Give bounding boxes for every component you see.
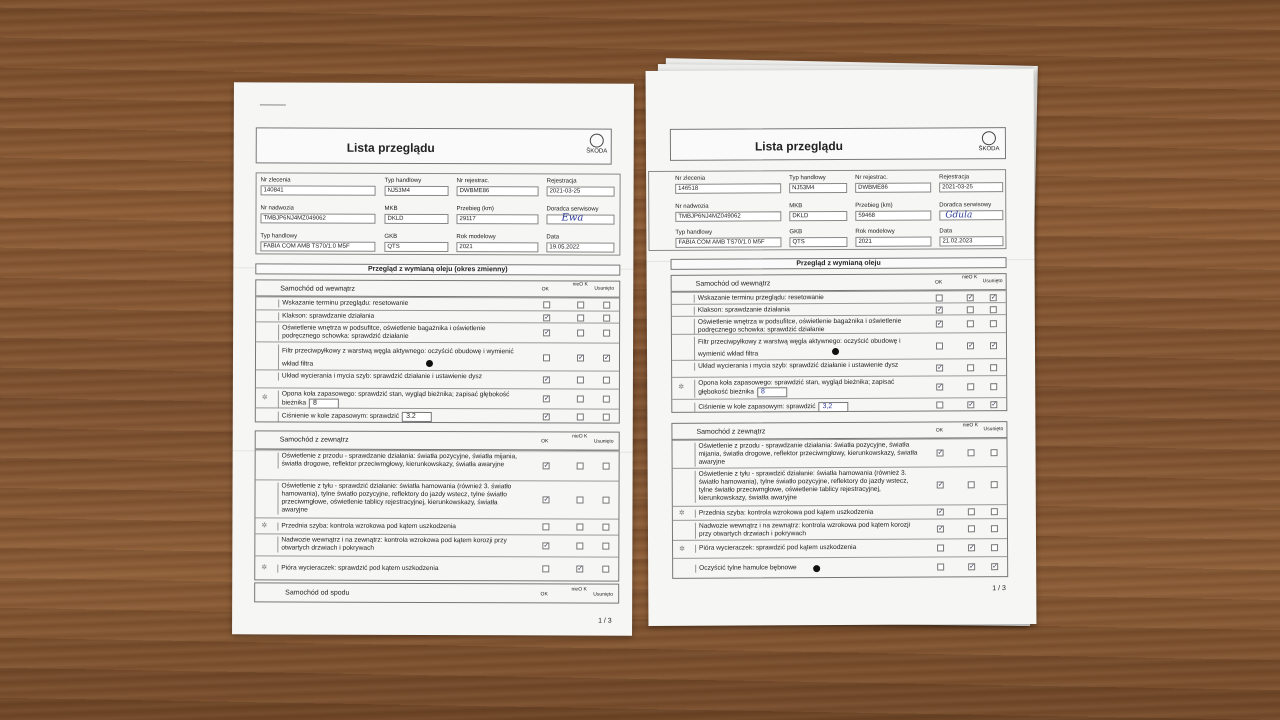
field-doradca: Doradca serwisowy bbox=[546, 206, 614, 224]
col-usuniete: Usunięto bbox=[983, 426, 1004, 433]
table-header bbox=[256, 431, 619, 450]
table-row: ✲ Opona koła zapasowego: sprawdzić stan, wygląd bieżnika; zapisać głębokość bieżnika 8 ✓ bbox=[672, 375, 1006, 399]
field-typ-handlowy-2: Typ handlowy FABIA COM AMB TS70/1.0 M5F bbox=[675, 229, 781, 248]
field-rejestracja: Rejestracja 2021-03-25 bbox=[547, 178, 615, 196]
checkbox-ok[interactable]: ✓ bbox=[937, 481, 944, 489]
field-nr-nadwozia: Nr nadwozia TMBJP6NJ4MZ049062 bbox=[260, 205, 375, 223]
marker-dot bbox=[426, 360, 433, 367]
field-typ-handlowy: Typ handlowy NJ53M4 bbox=[789, 175, 847, 193]
col-ok: OK bbox=[935, 427, 944, 434]
checkbox-ok[interactable] bbox=[936, 401, 943, 408]
col-ok: OK bbox=[541, 286, 549, 293]
field-nr-zlecenia: Nr zlecenia 140841 bbox=[261, 177, 376, 195]
table-row: Układ wycierania i mycia szyb: sprawdzić działanie i ustawienie dysz ✓ bbox=[672, 358, 1006, 377]
sun-icon: ✲ bbox=[678, 509, 685, 517]
marker-dot bbox=[832, 348, 839, 355]
table-header bbox=[672, 274, 1006, 292]
checkbox-ok[interactable] bbox=[937, 563, 944, 570]
skoda-logo-icon bbox=[977, 131, 1001, 152]
checkbox-ok[interactable]: ✓ bbox=[544, 329, 550, 337]
inspection-sheet-left bbox=[232, 82, 634, 635]
checkbox-ok[interactable]: ✓ bbox=[543, 395, 550, 403]
checkbox-nieok[interactable] bbox=[577, 302, 584, 309]
col-nie-ok: nieO K bbox=[572, 433, 588, 440]
pressure-input[interactable]: 3.2 bbox=[402, 412, 432, 422]
checkbox-usuniete[interactable] bbox=[990, 383, 997, 390]
table-row: Oświetlenie z tyłu - sprawdzić działanie: światła hamowania (również 3. światło hamowania), tylne światło pozycyjne, reflektory do jazdy wstecz, tylne światło przeciwmgłowe, oświetlenie tablicy rejestracyjnej, kierunkowskazy, światła awaryjne ✓ bbox=[673, 466, 1007, 506]
checkbox-ok[interactable]: ✓ bbox=[937, 508, 944, 516]
checkbox-ok[interactable]: ✓ bbox=[937, 364, 944, 372]
outside-table bbox=[671, 421, 1008, 579]
table-row: Ciśnienie w kole zapasowym: sprawdzić 3,2 ✓ ✓ bbox=[672, 397, 1006, 413]
tread-depth-input[interactable]: 8 bbox=[309, 399, 339, 409]
table-row: ✲ Opona koła zapasowego: sprawdzić stan, wygląd bieżnika; zapisać głębokość bieżnika 8 ✓ bbox=[256, 387, 619, 408]
checkbox-usuniete[interactable] bbox=[991, 544, 998, 551]
page-title: Lista przeglądu bbox=[346, 140, 435, 156]
checkbox-usuniete[interactable] bbox=[603, 414, 610, 421]
table-row: Klakson: sprawdzanie działania ✓ bbox=[672, 302, 1006, 316]
checkbox-nieok[interactable]: ✓ bbox=[969, 544, 975, 552]
checkbox-usuniete[interactable] bbox=[602, 543, 609, 550]
field-przebieg: Przebieg (km) 29117 bbox=[456, 206, 538, 224]
field-nr-nadwozia: Nr nadwozia TMBJP6NJ4MZ049062 bbox=[675, 203, 781, 222]
field-nr-rejestrac: Nr rejestrac. DWBME86 bbox=[457, 178, 539, 196]
field-data: Data 19.05.2022 bbox=[546, 234, 614, 252]
table-row: Oczyścić tylne hamulce bębnowe ✓ ✓ bbox=[673, 556, 1007, 579]
table-row: Nadwozie wewnątrz i na zewnątrz: kontrola wzrokowa pod kątem korozji przy otwartych drzwiach i pokrywach ✓ bbox=[255, 533, 618, 556]
checkbox-usuniete[interactable]: ✓ bbox=[992, 563, 999, 571]
table-row: ✲ Przednia szyba: kontrola wzrokowa pod kątem uszkodzenia ✓ bbox=[673, 504, 1007, 520]
checkbox-ok[interactable] bbox=[543, 354, 550, 361]
table-row: Nadwozie wewnątrz i na zewnątrz: kontrola wzrokowa pod kątem korozji przy otwartych drzwiach i pokrywach ✓ bbox=[673, 518, 1007, 540]
col-ok: OK bbox=[540, 591, 548, 598]
brand-text: ŠKODA bbox=[978, 146, 1000, 153]
marker-dot bbox=[813, 565, 820, 572]
section-title: Przegląd z wymianą oleju bbox=[671, 257, 1007, 270]
checkbox-nieok[interactable]: ✓ bbox=[967, 342, 974, 350]
field-mkb: MKB DKLD bbox=[384, 206, 448, 224]
checkbox-nieok[interactable]: ✓ bbox=[967, 294, 974, 302]
checkbox-usuniete[interactable]: ✓ bbox=[990, 342, 997, 350]
checkbox-ok[interactable]: ✓ bbox=[936, 306, 943, 314]
field-typ-handlowy-2: Typ handlowy FABIA COM AMB TS70/1.0 M5F bbox=[260, 233, 375, 251]
table-title: Samochód od wewnątrz bbox=[280, 285, 355, 293]
checkbox-usuniete[interactable] bbox=[990, 364, 997, 371]
table-title: Samochód od spodu bbox=[285, 589, 350, 597]
checkbox-usuniete[interactable] bbox=[990, 306, 997, 313]
checkbox-usuniete[interactable] bbox=[991, 449, 998, 456]
checkbox-nieok[interactable] bbox=[968, 508, 975, 515]
checkbox-ok[interactable] bbox=[542, 565, 549, 572]
checkbox-usuniete[interactable] bbox=[991, 525, 998, 532]
field-nr-zlecenia: Nr zlecenia 146518 bbox=[675, 175, 781, 194]
checkbox-nieok[interactable]: ✓ bbox=[577, 565, 584, 573]
col-usuniete: Usunięto bbox=[982, 278, 1003, 285]
table-row: Filtr przeciwpyłkowy z warstwą węgla aktywnego: oczyścić obudowę i wymienić wkład filtra ✓ ✓ bbox=[672, 332, 1006, 360]
col-usuniete: Usunięto bbox=[593, 438, 614, 445]
field-przebieg: Przebieg (km) 59468 bbox=[855, 203, 931, 221]
meta-box bbox=[255, 172, 620, 255]
field-gkb: GKB QTS bbox=[789, 229, 847, 247]
sun-icon: ✲ bbox=[261, 564, 268, 572]
sun-icon: ✲ bbox=[261, 522, 268, 530]
col-nie-ok: nieO K bbox=[571, 586, 587, 593]
field-mkb: MKB DKLD bbox=[789, 203, 847, 221]
advisor-signature: Gdula bbox=[945, 210, 973, 221]
checkbox-usuniete[interactable] bbox=[603, 463, 610, 470]
checkbox-nieok[interactable] bbox=[968, 481, 975, 488]
meta-box bbox=[648, 169, 1006, 251]
table-row: Klakson: sprawdzanie działania ✓ bbox=[256, 309, 619, 322]
skoda-logo-icon bbox=[585, 134, 609, 155]
inside-table bbox=[255, 279, 620, 423]
table-row: ✲ Przednia szyba: kontrola wzrokowa pod kątem uszkodzenia bbox=[255, 517, 618, 534]
table-row: ✲ Pióra wycieraczek: sprawdzić pod kątem uszkodzenia ✓ bbox=[673, 538, 1007, 558]
checkbox-ok[interactable]: ✓ bbox=[544, 314, 551, 322]
checkbox-ok[interactable] bbox=[936, 342, 943, 349]
page-number: 1 / 3 bbox=[992, 585, 1006, 593]
checkbox-nieok[interactable]: ✓ bbox=[577, 354, 584, 362]
field-rok: Rok modelowy 2021 bbox=[855, 229, 931, 247]
inside-table bbox=[671, 273, 1008, 413]
checkbox-nieok[interactable] bbox=[577, 414, 584, 421]
advisor-signature: Ewa bbox=[561, 212, 584, 224]
checkbox-usuniete[interactable] bbox=[603, 396, 610, 403]
checkbox-usuniete[interactable] bbox=[602, 566, 609, 573]
checkbox-usuniete[interactable] bbox=[602, 497, 609, 504]
page-number: 1 / 3 bbox=[598, 617, 612, 625]
field-typ-handlowy: Typ handlowy NJ53M4 bbox=[385, 178, 449, 196]
underside-table bbox=[254, 582, 619, 603]
checkbox-ok[interactable]: ✓ bbox=[543, 413, 550, 421]
checkbox-ok[interactable] bbox=[937, 544, 944, 551]
checkbox-nieok[interactable] bbox=[577, 396, 584, 403]
checkbox-usuniete[interactable]: ✓ bbox=[991, 401, 998, 409]
field-rok: Rok modelowy 2021 bbox=[456, 234, 538, 252]
checkbox-nieok[interactable] bbox=[577, 463, 584, 470]
page-title: Lista przeglądu bbox=[754, 138, 843, 154]
outside-table bbox=[254, 430, 620, 581]
checkbox-nieok[interactable]: ✓ bbox=[968, 401, 975, 409]
checkbox-ok[interactable]: ✓ bbox=[543, 376, 550, 384]
table-row: Oświetlenie z przodu - sprawdzanie działania: światła pozycyjne, światła mijania, światła drogowe, reflektor przeciwmgłowy, kierunkowskazy, światła awaryjne ✓ bbox=[256, 449, 619, 480]
sun-icon: ✲ bbox=[678, 383, 685, 391]
checkbox-nieok[interactable] bbox=[968, 525, 975, 532]
checkbox-ok[interactable]: ✓ bbox=[543, 462, 550, 470]
sun-icon: ✲ bbox=[679, 545, 685, 553]
table-header bbox=[256, 280, 619, 297]
checkbox-nieok[interactable] bbox=[577, 377, 584, 384]
checkbox-nieok[interactable] bbox=[967, 306, 974, 313]
checkbox-usuniete[interactable] bbox=[991, 508, 998, 515]
table-title: Samochód z zewnątrz bbox=[279, 436, 349, 444]
checkbox-ok[interactable]: ✓ bbox=[937, 525, 944, 533]
field-gkb: GKB QTS bbox=[384, 234, 448, 252]
table-header bbox=[672, 422, 1006, 440]
checkbox-nieok[interactable] bbox=[576, 497, 583, 504]
table-row: ✲ Pióra wycieraczek: sprawdzić pod kątem uszkodzenia ✓ bbox=[255, 555, 618, 581]
checkbox-usuniete[interactable]: ✓ bbox=[603, 354, 610, 362]
table-title: Samochód od wewnątrz bbox=[695, 280, 771, 288]
header-box bbox=[670, 127, 1006, 161]
table-row: Oświetlenie z tyłu - sprawdzić działanie: światła hamowania (również 3. światło hamowania), tylne światło pozycyjne, reflektory do jazdy wstecz, tylne światło przeciwmgłowe, oświetlenie tablicy rejestracyjnej, kierunkowskazy, światła awaryjne ✓ bbox=[255, 479, 618, 518]
checkbox-nieok[interactable] bbox=[577, 330, 584, 337]
table-row: Oświetlenie z przodu - sprawdzanie działania: światła pozycyjne, światła mijania, światła drogowe, reflektor przeciwmgłowy, kierunkowskazy, światła awaryjne ✓ bbox=[672, 438, 1006, 468]
pressure-input[interactable]: 3,2 bbox=[819, 402, 849, 412]
table-title: Samochód z zewnątrz bbox=[696, 428, 766, 436]
table-row: Wskazanie terminu przeglądu: resetowanie bbox=[256, 296, 619, 310]
checkbox-usuniete[interactable] bbox=[603, 315, 610, 322]
col-usuniete: Usunięto bbox=[594, 285, 615, 292]
col-usuniete: Usunięto bbox=[593, 591, 614, 598]
checkbox-ok[interactable]: ✓ bbox=[936, 320, 943, 328]
col-nie-ok: nieO K bbox=[572, 281, 588, 288]
section-title: Przegląd z wymianą oleju (okres zmienny) bbox=[255, 263, 620, 275]
col-nie-ok: nieO K bbox=[961, 274, 978, 281]
checkbox-ok[interactable] bbox=[936, 294, 943, 301]
field-data: Data 21.02.2023 bbox=[939, 228, 1003, 246]
checkbox-nieok[interactable] bbox=[967, 364, 974, 371]
checkbox-ok[interactable] bbox=[542, 523, 549, 530]
tread-depth-input[interactable]: 8 bbox=[757, 387, 787, 397]
col-ok: OK bbox=[935, 279, 943, 286]
checkbox-nieok[interactable] bbox=[576, 543, 583, 550]
checkbox-usuniete[interactable] bbox=[990, 320, 997, 327]
checkbox-usuniete[interactable] bbox=[603, 330, 610, 337]
table-row: Oświetlenie wnętrza w podsufitce, oświetlenie bagażnika i oświetlenie podręcznego schowka: sprawdzić działanie ✓ bbox=[672, 314, 1006, 334]
checkbox-usuniete[interactable] bbox=[602, 524, 609, 531]
checkbox-nieok[interactable] bbox=[576, 524, 583, 531]
checkbox-ok[interactable]: ✓ bbox=[937, 449, 944, 457]
checkbox-usuniete[interactable]: ✓ bbox=[990, 294, 997, 302]
col-nie-ok: nieO K bbox=[962, 422, 979, 429]
corner-line bbox=[260, 104, 286, 105]
checkbox-ok[interactable]: ✓ bbox=[543, 542, 550, 550]
checkbox-ok[interactable]: ✓ bbox=[543, 496, 550, 504]
table-row: Oświetlenie wnętrza w podsufitce, oświetlenie bagażnika i oświetlenie podręcznego schowka: sprawdzić działanie ✓ bbox=[256, 321, 619, 342]
checkbox-usuniete[interactable] bbox=[603, 377, 610, 384]
checkbox-usuniete[interactable] bbox=[991, 481, 998, 488]
header-box bbox=[256, 127, 612, 164]
col-ok: OK bbox=[541, 438, 549, 445]
table-row: Wskazanie terminu przeglądu: resetowanie ✓ ✓ bbox=[672, 290, 1006, 304]
checkbox-nieok[interactable] bbox=[967, 320, 974, 327]
checkbox-nieok[interactable] bbox=[577, 315, 584, 322]
checkbox-nieok[interactable] bbox=[967, 383, 974, 390]
table-row: Filtr przeciwpyłkowy z warstwą węgla aktywnego: oczyścić obudowę i wymienić wkład filtra ✓ ✓ bbox=[256, 341, 619, 370]
field-rejestracja: Rejestracja 2021-03-25 bbox=[939, 174, 1003, 192]
field-nr-rejestrac: Nr rejestrac. DWBME86 bbox=[855, 175, 931, 193]
checkbox-ok[interactable]: ✓ bbox=[937, 383, 944, 391]
checkbox-ok[interactable] bbox=[543, 301, 550, 308]
checkbox-usuniete[interactable] bbox=[603, 302, 610, 309]
checkbox-nieok[interactable]: ✓ bbox=[969, 563, 976, 571]
field-doradca: Doradca serwisowy bbox=[939, 202, 1003, 220]
table-row: Układ wycierania i mycia szyb: sprawdzić działanie i ustawienie dysz ✓ bbox=[256, 369, 619, 388]
checkbox-nieok[interactable] bbox=[968, 449, 975, 456]
table-row: Ciśnienie w kole zapasowym: sprawdzić 3.2 ✓ bbox=[256, 407, 619, 423]
sun-icon: ✲ bbox=[261, 394, 268, 402]
brand-text: ŠKODA bbox=[586, 148, 608, 155]
inspection-sheet-right bbox=[646, 69, 1037, 626]
